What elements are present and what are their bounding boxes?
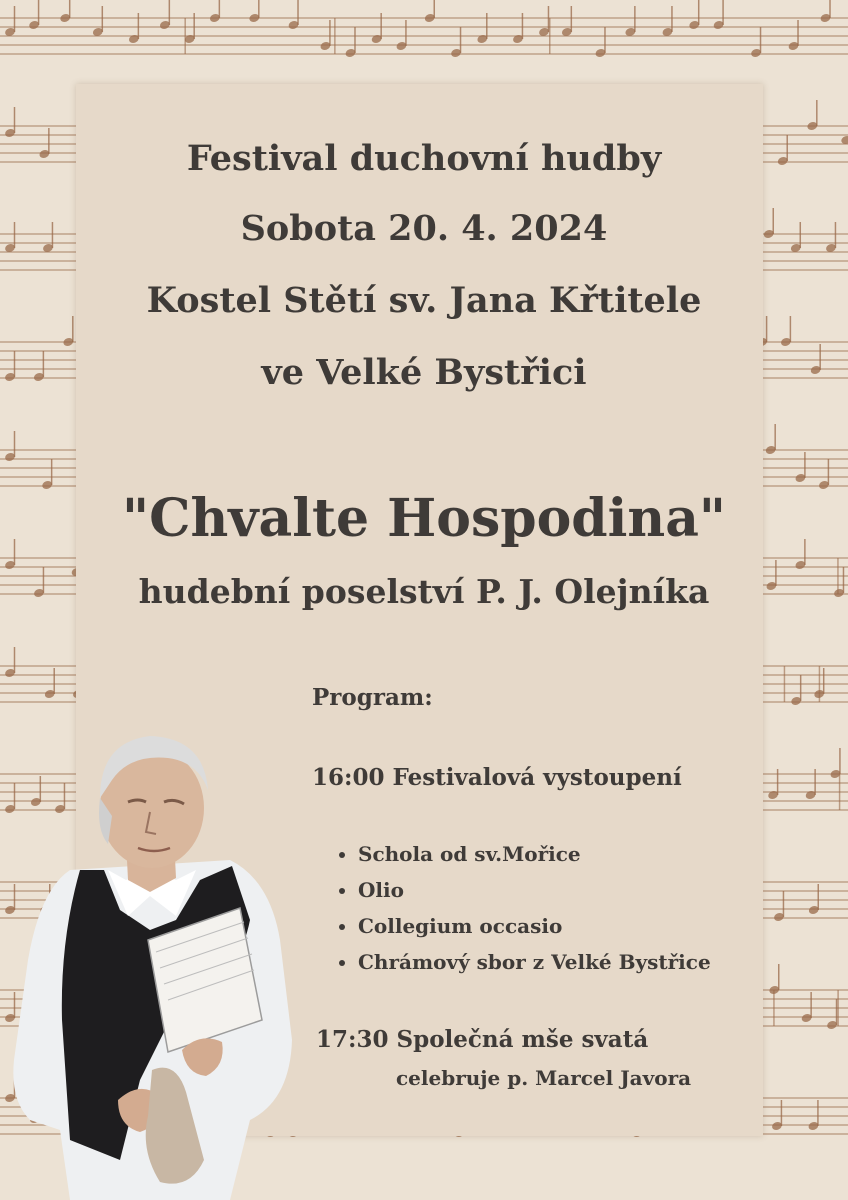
program-label: Program: (312, 684, 433, 711)
festival-date: Sobota 20. 4. 2024 (240, 208, 608, 249)
venue-line-2: ve Velké Bystřici (261, 352, 587, 393)
performer-item: • Schola od sv.Mořice (358, 836, 711, 872)
concert-subtitle: hudební poselství P. J. Olejníka (138, 572, 710, 611)
performer-item: • Chrámový sbor z Velké Bystřice (358, 944, 711, 980)
composer-portrait (0, 720, 300, 1200)
program-first-block: 16:00 Festivalová vystoupení (312, 764, 682, 791)
concert-title: "Chvalte Hospodina" (122, 488, 726, 549)
performer-list (330, 836, 711, 980)
festival-name: Festival duchovní hudby (186, 138, 662, 179)
performer-item: • Olio (358, 872, 711, 908)
program-second-block: 17:30 Společná mše svatá (316, 1026, 649, 1053)
celebrant-line: celebruje p. Marcel Javora (396, 1066, 692, 1090)
performer-item: • Collegium occasio (358, 908, 711, 944)
venue-line-1: Kostel Stětí sv. Jana Křtitele (146, 280, 702, 321)
